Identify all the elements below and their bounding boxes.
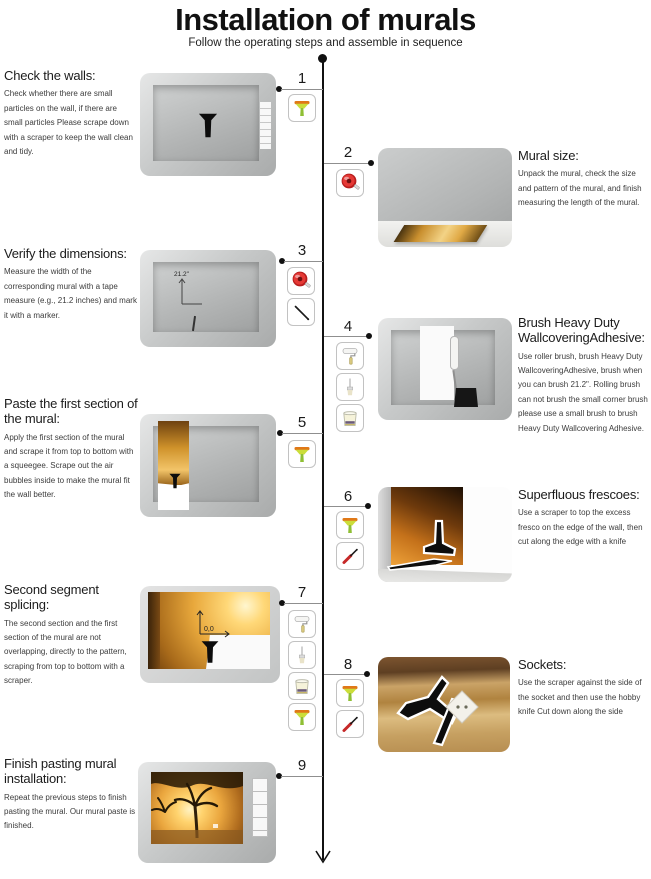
connector-line — [324, 674, 366, 675]
step-number-6: 6 — [343, 488, 353, 505]
step-5-body: Apply the first section of the mural and scrape it from top to bottom with a squeegee. Scrape out the air bubbles inside to make the mural fit the wall better. — [4, 432, 134, 500]
step-8-illustration — [378, 657, 510, 752]
scraper-icon — [288, 440, 316, 468]
connector-dot — [365, 503, 371, 509]
step-9-illustration — [138, 762, 276, 863]
step-6-illustration — [378, 487, 512, 582]
connector-line — [282, 433, 323, 434]
step-2-body: Unpack the mural, check the size and pattern of the mural, and finish measuring the length of the mural. — [518, 169, 642, 208]
connector-line — [324, 163, 370, 164]
adhesive-bucket — [454, 388, 478, 407]
connector-dot — [368, 160, 374, 166]
step-number-4: 4 — [343, 318, 353, 335]
step-2-heading: Mural size: — [518, 148, 579, 163]
step-number-8: 8 — [343, 656, 353, 673]
step-2-illustration — [378, 148, 512, 247]
axis-arrows — [184, 608, 234, 642]
connector-dot — [364, 671, 370, 677]
window-blind — [252, 778, 268, 837]
step-2-text — [518, 148, 651, 211]
window-blind — [260, 102, 271, 149]
scraper-silhouette-icon — [167, 472, 183, 490]
adhesive-bucket-icon — [288, 672, 316, 700]
step-1-body: Check whether there are small particles on the wall, if there are small particles Please scrape down with a scraper to keep the wall clean and tidy. — [4, 89, 133, 156]
unpapered-wall-area — [420, 326, 454, 400]
step-8-text — [518, 657, 651, 720]
timeline-arrow-icon — [314, 849, 332, 864]
step-1-text — [4, 68, 137, 159]
step-8-body: Use the scraper against the side of the socket and then use the hobby knife Cut down along the side — [518, 678, 642, 717]
first-mural-section — [158, 421, 189, 510]
step-number-7: 7 — [297, 584, 307, 601]
mural-roll-on-floor — [394, 225, 488, 242]
scraper-silhouette-icon — [198, 638, 222, 666]
step-5-text — [4, 396, 140, 503]
connector-dot — [366, 333, 372, 339]
step-5-tools — [288, 440, 316, 468]
step-7-body: The second section and the first section of the mural are not overlapping, directly to the pattern, scraping from top to bottom with a scraper. — [4, 618, 127, 686]
step-number-3: 3 — [297, 242, 307, 259]
step-3-text — [4, 246, 137, 323]
connector-line — [281, 776, 323, 777]
step-8-tools — [336, 679, 364, 738]
step-number-5: 5 — [297, 414, 307, 431]
step-7-heading: Second segment splicing: — [4, 582, 99, 613]
scraper-icon — [336, 511, 364, 539]
step-3-body: Measure the width of the corresponding mural with a tape measure (e.g., 21.2 inches) and mark it with a marker. — [4, 267, 137, 320]
step-2-tools — [336, 169, 364, 197]
dimension-label: 21.2" — [174, 271, 189, 278]
step-1-tools — [288, 94, 316, 122]
step-7-illustration — [140, 586, 280, 683]
step-3-illustration — [140, 250, 276, 347]
step-5-illustration — [140, 414, 276, 517]
step-number-9: 9 — [297, 757, 307, 774]
step-9-text — [4, 756, 140, 834]
page-subtitle: Follow the operating steps and assemble in sequence — [188, 37, 463, 49]
scraper-icon — [288, 94, 316, 122]
finished-mural — [151, 772, 243, 844]
roller-brush-icon — [336, 342, 364, 370]
step-6-body: Use a scraper to top the excess fresco on the edge of the wall, then cut along the edge with a knife — [518, 508, 643, 547]
timeline-axis — [322, 57, 324, 860]
step-4-text — [518, 315, 651, 436]
first-section-edge — [148, 592, 160, 669]
step-7-tools — [288, 610, 316, 731]
step-6-heading: Superfluous frescoes: — [518, 487, 640, 502]
knife-icon — [336, 542, 364, 570]
origin-label: 0,0 — [204, 626, 214, 633]
connector-line — [324, 506, 367, 507]
wall-socket — [444, 689, 480, 725]
roller-brush-icon — [288, 610, 316, 638]
step-9-body: Repeat the previous steps to finish pasting the mural. Our mural paste is finished. — [4, 792, 136, 831]
tape-measure-icon — [287, 267, 315, 295]
scraper-icon — [336, 679, 364, 707]
dimension-lines — [168, 278, 208, 318]
step-7-text — [4, 582, 140, 689]
connector-line — [281, 89, 323, 90]
step-4-illustration — [378, 318, 512, 420]
adhesive-bucket-icon — [336, 404, 364, 432]
connector-line — [324, 336, 368, 337]
step-6-text — [518, 487, 651, 550]
step-4-heading: Brush Heavy Duty WallcoveringAdhesive: — [518, 315, 645, 346]
scraper-icon — [288, 703, 316, 731]
step-9-heading: Finish pasting mural installation: — [4, 756, 117, 787]
step-6-tools — [336, 511, 364, 570]
step-number-2: 2 — [343, 144, 353, 161]
knife-icon — [336, 710, 364, 738]
paint-roller — [450, 336, 459, 370]
tape-measure-icon — [336, 169, 364, 197]
marker-icon — [287, 298, 315, 326]
connector-line — [284, 261, 323, 262]
scraper-silhouette-icon — [195, 111, 221, 140]
step-4-body: Use roller brush, brush Heavy Duty WallcoveringAdhesive, brush when you can brush 21.2". Rolling brush can not brush the small corner brush please use a small brush to brush Heavy Duty Wallcovering Adhesive. — [518, 351, 648, 433]
step-1-illustration — [140, 73, 276, 176]
palm-trees-silhouette — [151, 772, 243, 844]
knife-silhouette-icon — [386, 555, 456, 571]
flat-brush-icon — [288, 641, 316, 669]
step-5-heading: Paste the first section of the mural: — [4, 396, 138, 427]
step-8-heading: Sockets: — [518, 657, 567, 672]
step-3-heading: Verify the dimensions: — [4, 246, 127, 261]
wall-surface — [378, 148, 512, 221]
page-title: Installation of murals — [175, 2, 476, 37]
step-4-tools — [336, 342, 364, 432]
step-1-heading: Check the walls: — [4, 68, 96, 83]
connector-line — [284, 603, 323, 604]
timeline-start-dot — [318, 54, 327, 63]
step-number-1: 1 — [297, 70, 307, 87]
flat-brush-icon — [336, 373, 364, 401]
step-3-tools — [287, 267, 315, 326]
